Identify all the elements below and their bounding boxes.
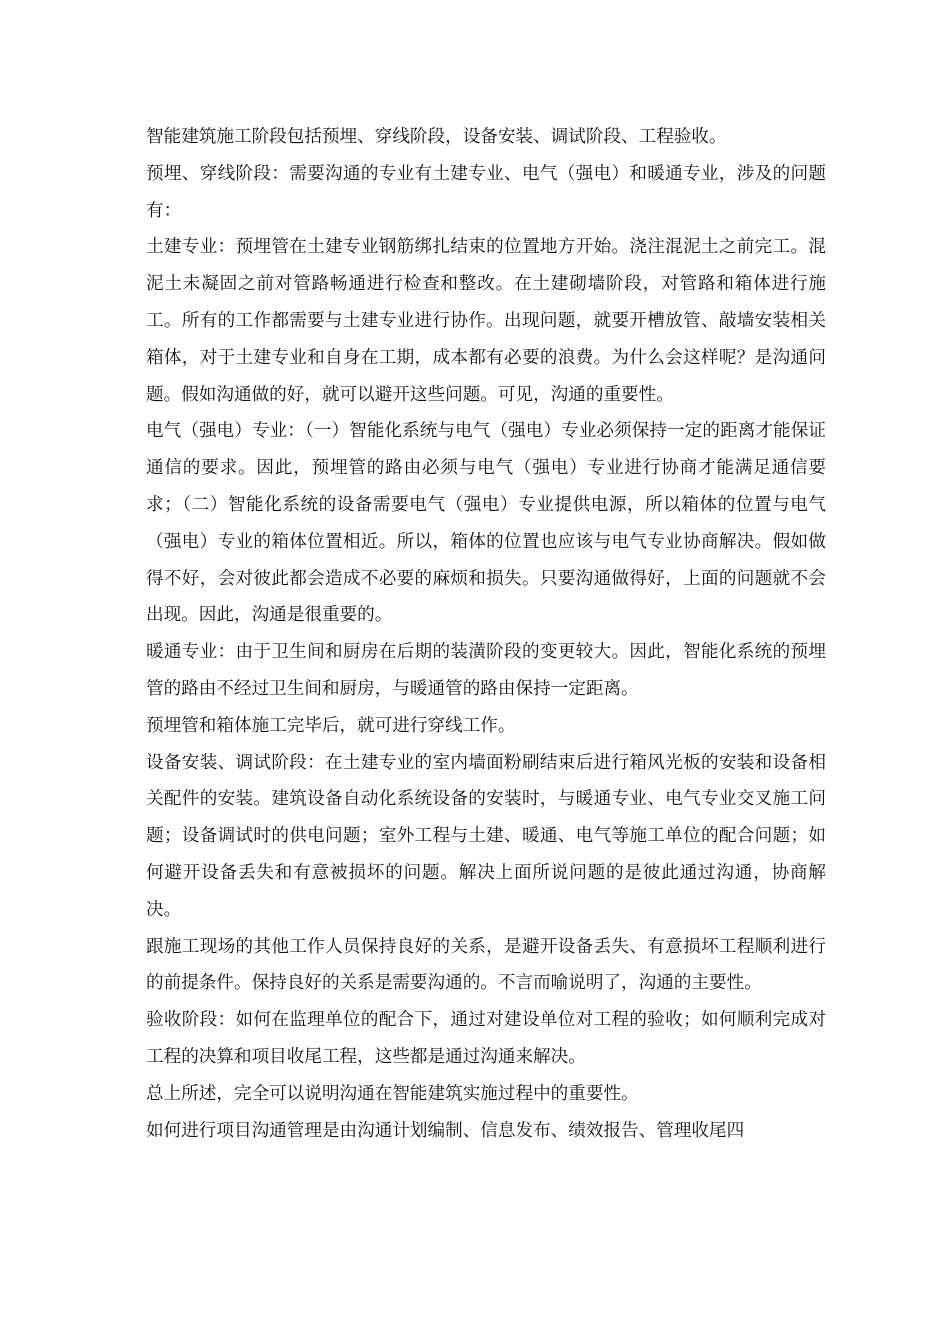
paragraph-electrical: 电气（强电）专业：（一）智能化系统与电气（强电）专业必须保持一定的距离才能保证通信的要求。因此，预埋管的路由必须与电气（强电）专业进行协商才能满足通信要求；（二）智能化系统的设备需要电气（强电）专业提供电源，所以箱体的位置与电气（强电）专业的箱体位置相近。所以，箱体的位置也应该与电气专业协商解决。假如做得不好，会对彼此都会造成不必要的麻烦和损失。只要沟通做得好，上面的问题就不会出现。因此，沟通是很重要的。 — [146, 421, 826, 626]
paragraph-civil-engineering: 土建专业：预埋管在土建专业钢筋绑扎结束的位置地方开始。浇注混泥土之前完工。混泥土未凝固之前对管路畅通进行检查和整改。在土建砌墙阶段，对管路和箱体进行施工。所有的工作都需要与土建专业进行协作。出现问题，就要开槽放管、敲墙安装相关箱体，对于土建专业和自身在工期，成本都有必要的浪费。为什么会这样呢？是沟通问题。假如沟通做的好，就可以避开这些问题。可见，沟通的重要性。 — [146, 237, 826, 405]
paragraph-construction-phases: 智能建筑施工阶段包括预埋、穿线阶段，设备安装、调试阶段、工程验收。 — [146, 127, 727, 147]
paragraph-acceptance: 验收阶段：如何在监理单位的配合下，通过对建设单位对工程的验收；如何顺利完成对工程的决算和项目收尾工程，这些都是通过沟通来解决。 — [146, 1010, 826, 1067]
paragraph-hvac: 暖通专业：由于卫生间和厨房在后期的装潢阶段的变更较大。因此，智能化系统的预埋管的路由不经过卫生间和厨房，与暖通管的路由保持一定距离。 — [146, 642, 826, 699]
paragraph-embedding-wiring-phase: 预埋、穿线阶段：需要沟通的专业有土建专业、电气（强电）和暖通专业，涉及的问题有： — [146, 163, 826, 221]
paragraph-relationships: 跟施工现场的其他工作人员保持良好的关系，是避开设备丢失、有意损坏工程顺利进行的前提条件。保持良好的关系是需要沟通的。不言而喻说明了，沟通的主要性。 — [146, 936, 826, 994]
paragraph-wiring-work: 预埋管和箱体施工完毕后，就可进行穿线工作。 — [146, 715, 516, 736]
document-body — [146, 119, 826, 1149]
paragraph-installation-debugging: 设备安装、调试阶段：在土建专业的室内墙面粉刷结束后进行箱风光板的安装和设备相关配件的安装。建筑设备自动化系统设备的安装时，与暖通专业、电气专业交叉施工问题；设备调试时的供电问题；室外工程与土建、暖通、电气等施工单位的配合问题；如何避开设备丢失和有意被损坏的问题。解决上面所说问题的是彼此通过沟通，协商解决。 — [146, 752, 826, 920]
paragraph-summary: 总上所述，完全可以说明沟通在智能建筑实施过程中的重要性。 — [146, 1083, 639, 1104]
paragraph-communication-management: 如何进行项目沟通管理是由沟通计划编制、信息发布、绩效报告、管理收尾四 — [146, 1120, 745, 1141]
